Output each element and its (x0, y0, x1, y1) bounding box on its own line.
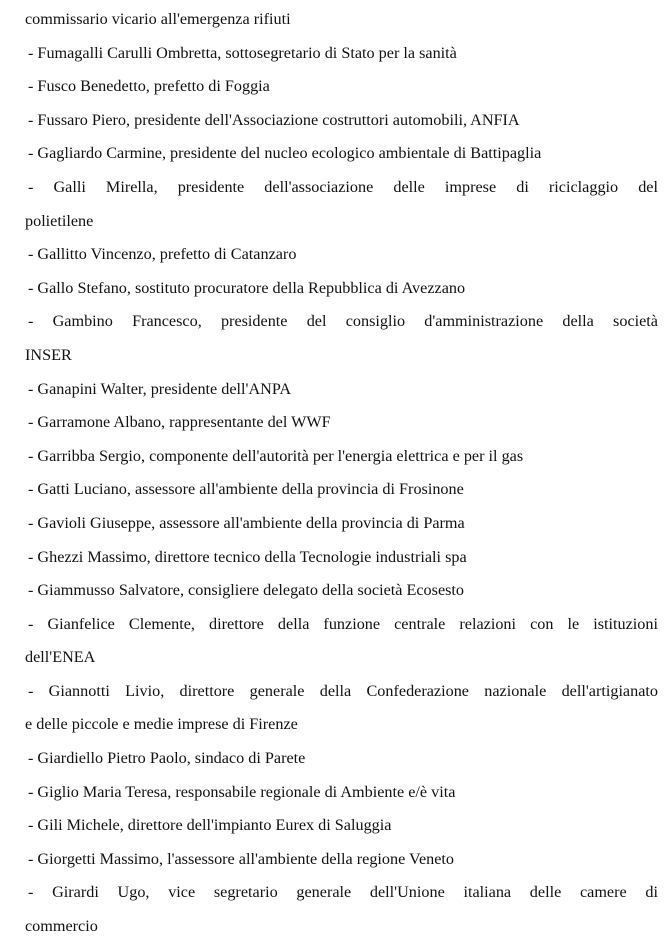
list-item-gallo: - Gallo Stefano, sostituto procuratore della Repubblica di Avezzano (28, 278, 466, 297)
list-item-garramone: - Garramone Albano, rappresentante del WWF (28, 413, 331, 432)
list-item-fussaro: - Fussaro Piero, presidente dell'Associazione costruttori automobili, ANFIA (28, 110, 520, 129)
list-item-girardi-continued: commercio (25, 917, 98, 936)
document-page (25, 3, 658, 944)
list-item-gagliardo: - Gagliardo Carmine, presidente del nucleo ecologico ambientale di Battipaglia (28, 144, 542, 163)
list-item-gianfelice: - Gianfelice Clemente, direttore della funzione centrale relazioni con le istituzioni (28, 614, 658, 633)
list-item-ghezzi: - Ghezzi Massimo, direttore tecnico della Tecnologie industriali spa (28, 547, 467, 566)
list-item-ganapini: - Ganapini Walter, presidente dell'ANPA (28, 379, 292, 398)
list-item-gavioli: - Gavioli Giuseppe, assessore all'ambiente della provincia di Parma (28, 513, 465, 532)
list-item-giannotti: - Giannotti Livio, direttore generale della Confederazione nazionale dell'artigianato (28, 681, 658, 700)
list-item-giorgetti: - Giorgetti Massimo, l'assessore all'ambiente della regione Veneto (28, 849, 455, 868)
list-item-gambino-continued: INSER (25, 345, 72, 364)
list-item-gallitto: - Gallitto Vincenzo, prefetto di Catanzaro (28, 245, 297, 264)
list-item-giammusso: - Giammusso Salvatore, consigliere delegato della società Ecosesto (28, 581, 465, 600)
list-item-fusco: - Fusco Benedetto, prefetto di Foggia (28, 77, 270, 96)
list-item-giannotti-continued: e delle piccole e medie imprese di Firenze (25, 715, 298, 734)
list-item-galli: - Galli Mirella, presidente dell'associazione delle imprese di riciclaggio del (28, 177, 658, 196)
list-item-gili: - Gili Michele, direttore dell'impianto Eurex di Saluggia (28, 816, 392, 835)
list-item-girardi: - Girardi Ugo, vice segretario generale dell'Unione italiana delle camere di (28, 883, 658, 902)
list-item-giardiello: - Giardiello Pietro Paolo, sindaco di Parete (28, 749, 306, 768)
text-line: commissario vicario all'emergenza rifiuti (25, 10, 291, 28)
list-item-gambino: - Gambino Francesco, presidente del consiglio d'amministrazione della società (28, 312, 658, 331)
list-item-galli-continued: polietilene (25, 211, 94, 230)
list-item-gianfelice-continued: dell'ENEA (25, 648, 96, 667)
list-item-giglio: - Giglio Maria Teresa, responsabile regionale di Ambiente e/è vita (28, 782, 456, 801)
list-item-garribba: - Garribba Sergio, componente dell'autorità per l'energia elettrica e per il gas (28, 446, 524, 465)
list-item-gatti: - Gatti Luciano, assessore all'ambiente della provincia di Frosinone (28, 480, 464, 499)
list-item-fumagalli: - Fumagalli Carulli Ombretta, sottosegretario di Stato per la sanità (28, 43, 457, 62)
